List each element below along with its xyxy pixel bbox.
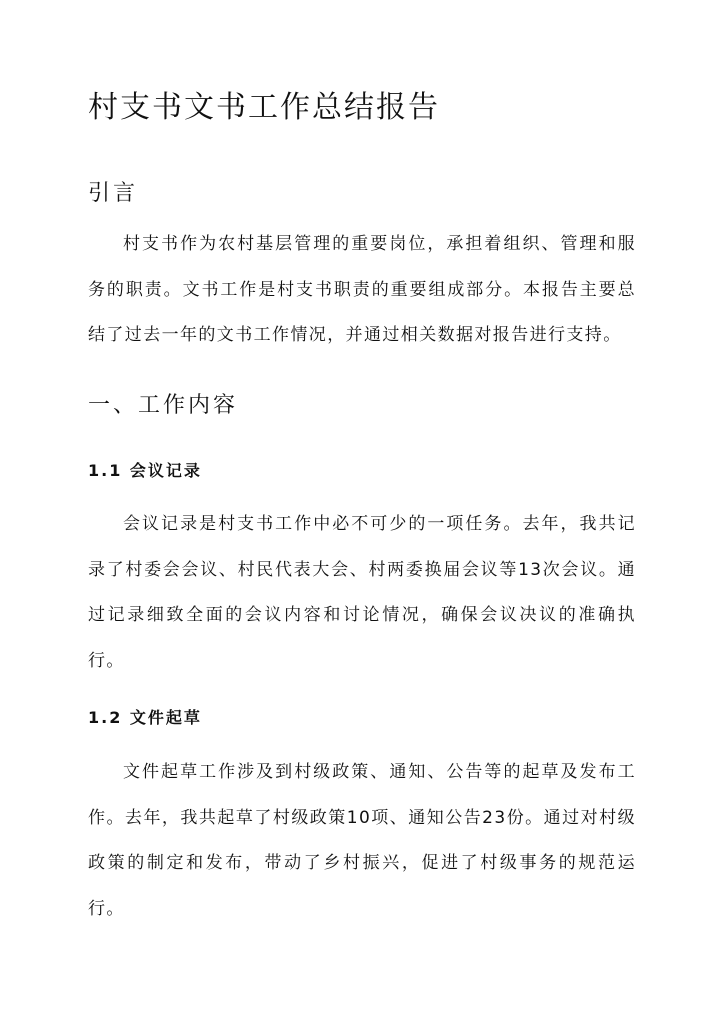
subsection-1-1-heading: 1.1 会议记录 <box>88 461 202 480</box>
document-title: 村支书文书工作总结报告 <box>88 90 440 125</box>
subsection-1-2-paragraph: 文件起草工作涉及到村级政策、通知、公告等的起草及发布工作。去年，我共起草了村级政策10项、通知公告23份。通过对村级政策的制定和发布，带动了乡村振兴，促进了村级事务的规范运行。 <box>88 762 636 919</box>
subsection-1-2-heading: 1.2 文件起草 <box>88 708 202 727</box>
intro-paragraph: 村支书作为农村基层管理的重要岗位，承担着组织、管理和服务的职责。文书工作是村支书职责的重要组成部分。本报告主要总结了过去一年的文书工作情况，并通过相关数据对报告进行支持。 <box>88 234 636 345</box>
subsection-1-1-paragraph: 会议记录是村支书工作中必不可少的一项任务。去年，我共记录了村委会会议、村民代表大会、村两委换届会议等13次会议。通过记录细致全面的会议内容和讨论情况，确保会议决议的准确执行。 <box>88 514 636 671</box>
intro-heading: 引言 <box>88 181 139 206</box>
section-1-heading: 一、工作内容 <box>88 393 239 418</box>
